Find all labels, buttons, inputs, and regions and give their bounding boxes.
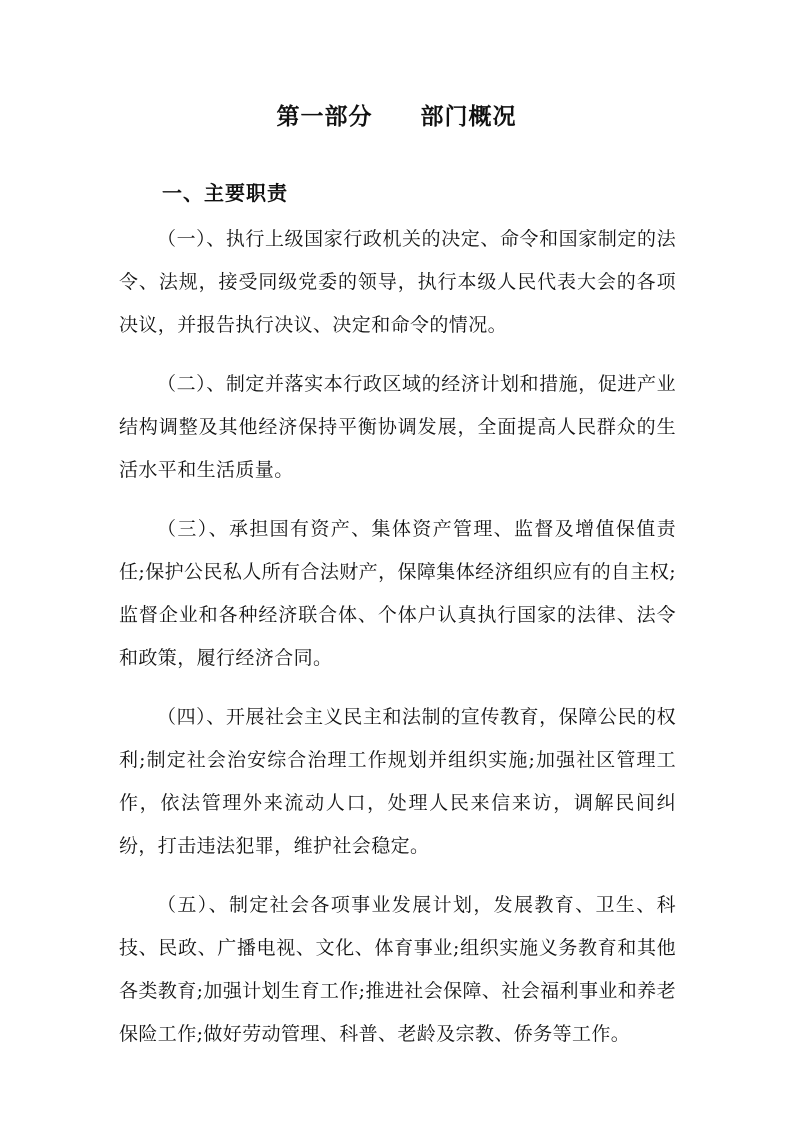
paragraph-5: （五）、制定社会各项事业发展计划，发展教育、卫生、科技、民政、广播电视、文化、体育事业;组织实施义务教育和其他各类教育;加强计划生育工作;推进社会保障、社会福利事业和养老保险工作;做好劳动管理、科普、老龄及宗教、侨务等工作。: [119, 894, 676, 1045]
section-heading: 一、主要职责: [162, 181, 288, 205]
page-title: 第一部分 部门概况: [276, 104, 517, 130]
paragraph-1: （一）、执行上级国家行政机关的决定、命令和国家制定的法令、法规，接受同级党委的领导，执行本级人民代表大会的各项决议，并报告执行决议、决定和命令的情况。: [119, 228, 676, 336]
paragraph-2: （二）、制定并落实本行政区域的经济计划和措施，促进产业结构调整及其他经济保持平衡协调发展，全面提高人民群众的生活水平和生活质量。: [119, 373, 676, 481]
paragraph-4: （四）、开展社会主义民主和法制的宣传教育，保障公民的权利;制定社会治安综合治理工作规划并组织实施;加强社区管理工作，依法管理外来流动人口，处理人民来信来访，调解民间纠纷，打击违法犯罪，维护社会稳定。: [119, 706, 676, 857]
paragraph-3: （三）、承担国有资产、集体资产管理、监督及增值保值责任;保护公民私人所有合法财产，保障集体经济组织应有的自主权;监督企业和各种经济联合体、个体户认真执行国家的法律、法令和政策，履行经济合同。: [119, 518, 676, 669]
paragraph-list: [119, 218, 676, 1072]
